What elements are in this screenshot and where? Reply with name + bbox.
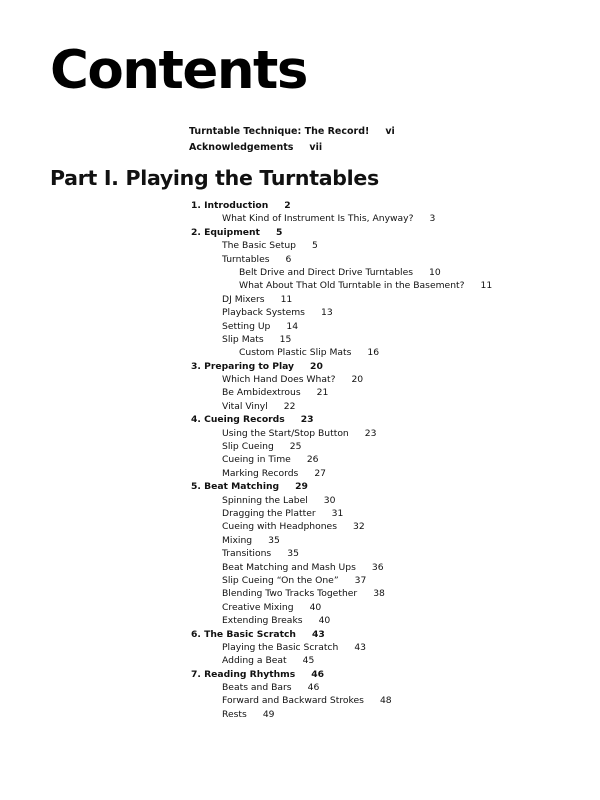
entry-page: 26 [306, 454, 319, 466]
section-entry [191, 520, 492, 533]
entry-label: What Kind of Instrument Is This, Anyway? [222, 213, 414, 225]
entry-page: vii [309, 142, 323, 153]
entry-page: 46 [307, 682, 320, 694]
entry-label: 5. Beat Matching [191, 481, 280, 493]
entry-page: 3 [429, 213, 436, 225]
entry-label: Slip Mats [222, 333, 264, 345]
entry-label: Extending Breaks [222, 615, 303, 627]
section-entry [191, 400, 492, 413]
entry-page: 2 [284, 200, 291, 211]
entry-label: Turntables [222, 253, 270, 265]
subsection-entry [191, 279, 492, 292]
section-entry [191, 547, 492, 560]
entry-label: 3. Preparing to Play [191, 360, 295, 372]
entry-page: 10 [429, 266, 441, 278]
section-entry [191, 427, 492, 440]
entry-label: Adding a Beat [222, 655, 287, 667]
entry-label: Spinning the Label [222, 494, 308, 506]
entry-page: 11 [280, 293, 293, 305]
entry-page: 16 [367, 347, 380, 359]
section-entry [191, 641, 492, 654]
chapter-entry [191, 199, 492, 212]
entry-label: Dragging the Platter [222, 507, 316, 519]
entry-label: Which Hand Does What? [222, 374, 336, 386]
section-entry [191, 467, 492, 480]
section-entry [191, 507, 492, 520]
entry-label: 2. Equipment [191, 226, 260, 238]
page-title: Contents [50, 40, 307, 101]
entry-page: 31 [331, 507, 344, 519]
chapter-entry [191, 226, 492, 239]
section-entry [191, 587, 492, 600]
entry-label: Vital Vinyl [222, 400, 268, 412]
section-entry [191, 494, 492, 507]
entry-page: 46 [311, 668, 325, 680]
entry-label: Cueing in Time [222, 454, 291, 466]
entry-page: 23 [364, 427, 377, 439]
entry-page: 15 [279, 333, 292, 345]
entry-label: Marking Records [222, 467, 299, 479]
entry-page: 5 [275, 226, 283, 238]
entry-page: 35 [287, 548, 299, 560]
subsection-entry [191, 346, 492, 359]
section-entry [191, 253, 492, 266]
entry-page: 23 [300, 414, 314, 426]
entry-page: 21 [316, 387, 329, 399]
chapter-entry [191, 628, 492, 641]
section-entry [191, 293, 492, 306]
entry-page: 11 [480, 280, 493, 292]
entry-label: Setting Up [222, 320, 271, 332]
chapter-entry [191, 668, 492, 681]
entry-page: 35 [268, 534, 280, 546]
section-entry [191, 681, 492, 694]
entry-page: 30 [323, 494, 336, 506]
entry-label: 1. Introduction [191, 200, 269, 211]
chapter-entry [191, 413, 492, 426]
entry-page: 20 [351, 374, 364, 386]
section-entry [191, 333, 492, 346]
subsection-entry [191, 266, 492, 279]
toc-list [191, 199, 492, 721]
entry-label: Custom Plastic Slip Mats [239, 347, 352, 359]
part-heading: Part I. Playing the Turntables [50, 166, 379, 190]
entry-label: Cueing with Headphones [222, 521, 337, 533]
entry-label: Be Ambidextrous [222, 387, 301, 399]
entry-label: Playing the Basic Scratch [222, 641, 339, 653]
front-matter-item [189, 140, 395, 156]
entry-page: vi [385, 126, 395, 137]
section-entry [191, 320, 492, 333]
entry-label: Turntable Technique: The Record! [189, 126, 370, 137]
entry-page: 25 [289, 441, 302, 453]
entry-label: Belt Drive and Direct Drive Turntables [239, 266, 414, 278]
entry-page: 37 [354, 574, 367, 586]
entry-page: 45 [302, 655, 315, 667]
entry-page: 6 [285, 253, 292, 265]
section-entry [191, 239, 492, 252]
entry-page: 14 [286, 320, 299, 332]
entry-page: 40 [318, 615, 331, 627]
section-entry [191, 708, 492, 721]
section-entry [191, 614, 492, 627]
front-matter-item [189, 124, 395, 140]
entry-label: The Basic Setup [222, 240, 296, 252]
entry-label: Beat Matching and Mash Ups [222, 561, 356, 573]
entry-label: Using the Start/Stop Button [222, 427, 349, 439]
entry-page: 49 [262, 708, 275, 720]
entry-page: 13 [320, 307, 333, 319]
entry-label: Rests [222, 708, 247, 720]
entry-page: 22 [283, 400, 296, 412]
entry-label: Beats and Bars [222, 682, 292, 694]
entry-page: 40 [309, 601, 322, 613]
section-entry [191, 561, 492, 574]
section-entry [191, 306, 492, 319]
entry-page: 20 [310, 360, 323, 372]
entry-page: 36 [371, 561, 384, 573]
entry-label: DJ Mixers [222, 293, 265, 305]
section-entry [191, 574, 492, 587]
section-entry [191, 534, 492, 547]
entry-page: 38 [373, 588, 385, 600]
entry-page: 29 [295, 481, 308, 493]
section-entry [191, 373, 492, 386]
entry-page: 27 [314, 467, 327, 479]
entry-label: Slip Cueing [222, 441, 274, 453]
entry-label: What About That Old Turntable in the Basement? [239, 280, 465, 292]
entry-label: Acknowledgements [189, 142, 294, 153]
entry-page: 5 [312, 240, 318, 252]
entry-label: Creative Mixing [222, 601, 294, 613]
section-entry [191, 212, 492, 225]
section-entry [191, 453, 492, 466]
entry-label: Slip Cueing “On the One” [222, 574, 339, 586]
section-entry [191, 440, 492, 453]
entry-label: Blending Two Tracks Together [222, 588, 358, 600]
entry-label: 6. The Basic Scratch [191, 628, 296, 640]
entry-page: 43 [311, 628, 325, 640]
entry-label: Transitions [222, 548, 272, 560]
section-entry [191, 694, 492, 707]
entry-label: Forward and Backward Strokes [222, 695, 364, 707]
entry-label: Mixing [222, 534, 253, 546]
chapter-entry [191, 480, 492, 493]
section-entry [191, 654, 492, 667]
chapter-entry [191, 360, 492, 373]
front-matter-list [189, 124, 395, 156]
entry-label: 4. Cueing Records [191, 414, 285, 426]
entry-label: Playback Systems [222, 307, 305, 319]
entry-page: 32 [353, 521, 365, 533]
entry-page: 43 [354, 641, 367, 653]
entry-label: 7. Reading Rhythms [191, 668, 296, 680]
section-entry [191, 386, 492, 399]
entry-page: 48 [379, 695, 392, 707]
section-entry [191, 601, 492, 614]
